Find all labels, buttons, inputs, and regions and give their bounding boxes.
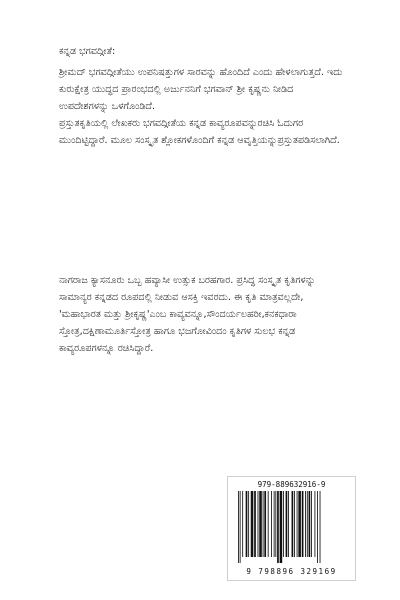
book-description: [59, 43, 346, 149]
description-heading: ಕನ್ನಡ ಭಗವದ್ಗೀತೆ:: [59, 46, 116, 57]
author-bio-paragraph: ನಾಗರಾಜ ಕ್ಯಾಸನೂರು ಒಬ್ಬ ಹವ್ಯಾಸೀ ಉತ್ಸುಕ ಬರಹಗಾರ. ಪ್ರಸಿದ್ಧ ಸಂಸ್ಕೃತ ಕೃತಿಗಳನ್ನು ಸಾಮಾನ್ಯರ ಕನ್ನಡದ ರೂಪದಲ್ಲಿ ನೀಡುವ ಆಸಕ್ತಿ ಇವರದು. ಈ ಕೃತಿ ಮಾತ್ರವಲ್ಲದೇ, 'ಮಹಾಭಾರತ ಮತ್ತು ಶ್ರೀಕೃಷ್ಣ'ಎಂಬ ಕಾವ್ಯವನ್ನೂ,ಸೌಂದರ್ಯಲಹರೀ,ಕನಕಧಾರಾ ಸ್ತೋತ್ರ,ದಕ್ಷಿಣಾಮೂರ್ತಿಸ್ತೋತ್ರ ಹಾಗೂ ಭಜಗೋವಿಂದಂ ಕೃತಿಗಳ ಸುಲಭ ಕನ್ನಡ ಕಾವ್ಯರೂಪಗಳನ್ನೂ ರಚಿಸಿದ್ದಾರೆ.: [59, 275, 316, 354]
barcode-digits: 9 798896 329169: [246, 567, 337, 576]
barcode-bars: [236, 491, 347, 563]
isbn-barcode: [227, 476, 356, 581]
isbn-label: 979-889632916-9: [257, 480, 326, 489]
author-bio: [59, 272, 346, 357]
description-paragraph-2: ಪ್ರಸ್ತುತಕೃತಿಯಲ್ಲಿ ಲೇಖಕರು ಭಗವದ್ಗೀತೆಯ ಕನ್ನಡ ಕಾವ್ಯರೂಪವನ್ನುರಚಿಸಿ ಓದುಗರ ಮುಂದಿಟ್ಟಿದ್ದಾರೆ. ಮೂಲ ಸಂಸ್ಕೃತ ಶ್ಲೋಕಗಳೊಂದಿಗೆ ಕನ್ನಡ ಆವೃತ್ತಿಯನ್ನುಪ್ರಸ್ತುತಪಡಿಸಲಾಗಿದೆ.: [59, 118, 340, 146]
description-paragraph-1: ಶ್ರೀಮದ್ ಭಗವದ್ಗೀತೆಯು ಉಪನಿಷತ್ತುಗಳ ಸಾರವನ್ನು ಹೊಂದಿದೆ ಎಂದು ಹೇಳಲಾಗುತ್ತದೆ. ಇದು ಕುರುಕ್ಷೇತ್ರ ಯುದ್ಧದ ಪ್ರಾರಂಭದಲ್ಲಿ ಅರ್ಜುನನಿಗೆ ಭಗವಾನ್ ಶ್ರೀ ಕೃಷ್ಣನು ನೀಡಿದ ಉಪದೇಶಗಳನ್ನು ಒಳಗೊಂಡಿದೆ.: [59, 67, 343, 112]
